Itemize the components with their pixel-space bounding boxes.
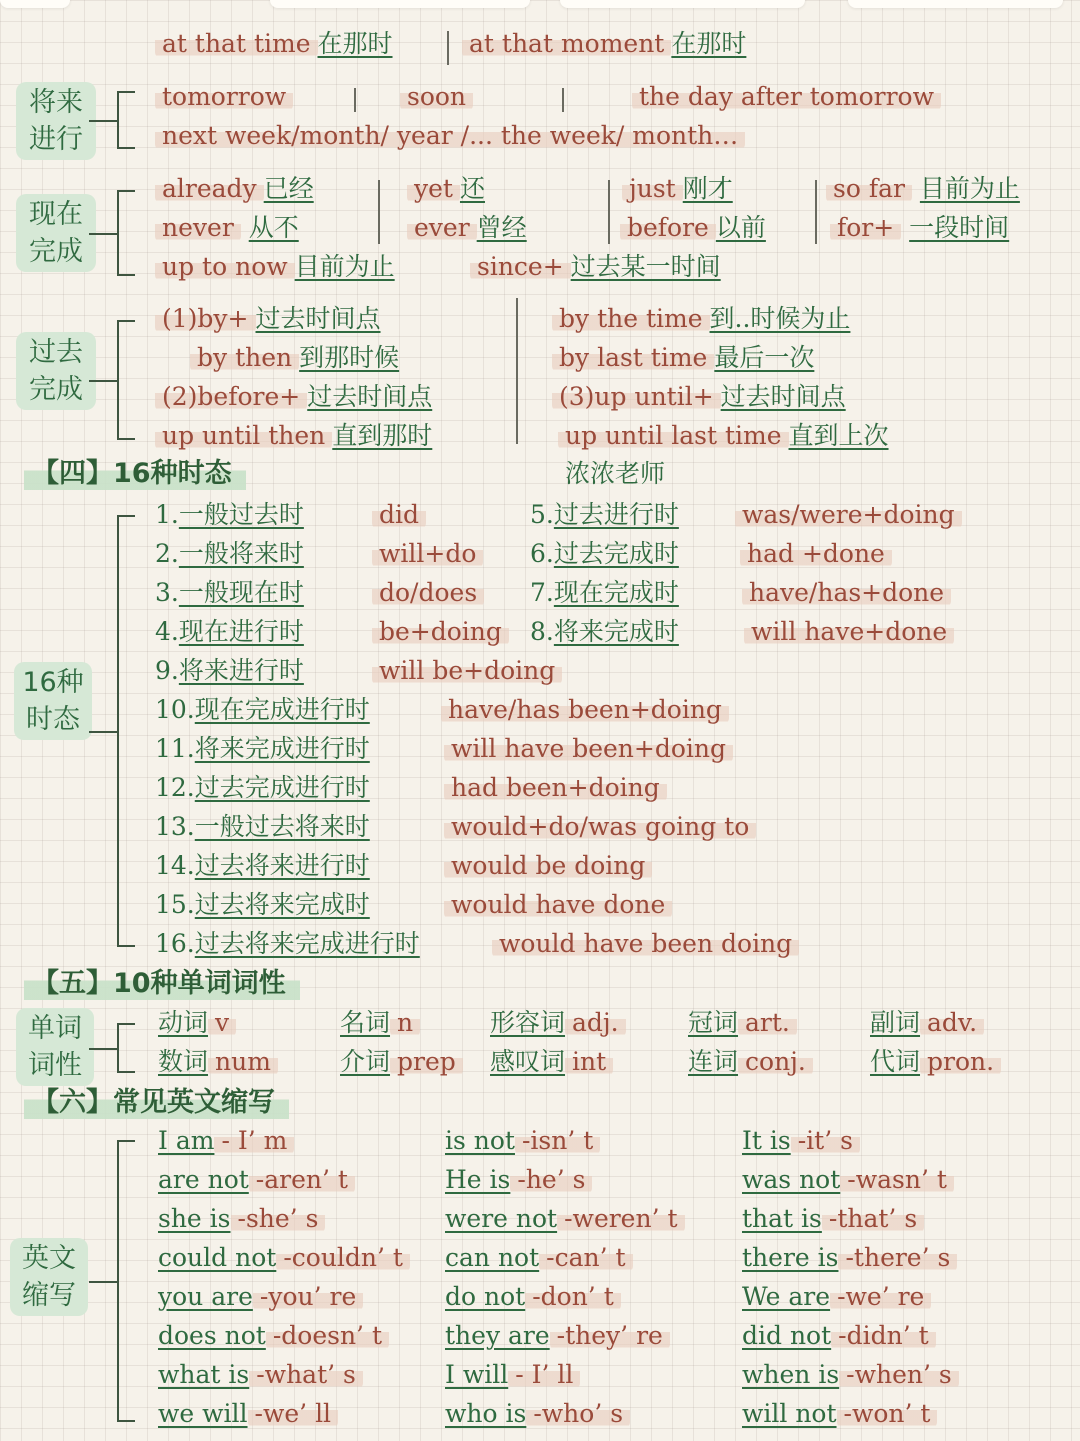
abbr-item: [445, 1358, 580, 1392]
tense-num: 11.: [155, 734, 195, 763]
tense-name-text: 现在完成时: [553, 578, 679, 607]
abbr-full: she is: [158, 1204, 231, 1233]
pos-item: [340, 1045, 463, 1079]
divider: [447, 31, 449, 65]
tense-form: [444, 849, 652, 883]
soon-text: soon: [400, 82, 473, 111]
tense-num: 2.: [155, 539, 179, 568]
abbr-short: -when’ s: [839, 1360, 959, 1389]
tense-num: 16.: [155, 929, 195, 958]
abbr-item: [158, 1163, 355, 1197]
top-card-mid-right: [560, 0, 805, 8]
tense-form-text: will have+done: [744, 617, 954, 646]
abbr-short: - I’ ll: [508, 1360, 580, 1389]
never-zh: 从不: [248, 213, 299, 242]
tense-num: 9.: [155, 656, 179, 685]
pos-item: [340, 1006, 420, 1040]
label-past-perfect: 过去 完成: [16, 332, 96, 410]
tense-form: [444, 732, 733, 766]
abbr-item: [158, 1319, 389, 1353]
abbr-item: [158, 1202, 325, 1236]
divider: [354, 88, 356, 112]
abbr-short: -don’ t: [525, 1282, 621, 1311]
abbr-short: -couldn’ t: [276, 1243, 410, 1272]
tense-form: [372, 498, 426, 532]
tense-num: 1.: [155, 500, 179, 529]
tense-form-text: would have done: [444, 890, 672, 919]
tense-form: [444, 810, 756, 844]
yet-zh: 还: [459, 174, 485, 203]
pos-en: num: [208, 1047, 278, 1076]
abbr-full: do not: [445, 1282, 526, 1311]
sofar-en: so far: [826, 174, 912, 203]
at-that-moment: at that moment: [462, 29, 671, 58]
abbr-full: is not: [445, 1126, 515, 1155]
tense-name-text: 过去将来完成时: [194, 890, 370, 919]
abbr-full: they are: [445, 1321, 550, 1350]
top-row-2: [462, 27, 746, 61]
abbr-item: [742, 1241, 957, 1275]
abbr-short: -can’ t: [539, 1243, 632, 1272]
upto-zh: 目前为止: [294, 252, 395, 281]
tense-num: 3.: [155, 578, 179, 607]
abbr-full: we will: [158, 1399, 248, 1428]
abbr-item: [742, 1358, 959, 1392]
pp-r4: [558, 419, 889, 453]
abbr-item: [742, 1124, 860, 1158]
pos-zh: 代词: [870, 1047, 921, 1076]
pp-r1-zh: 到..时候为止: [709, 304, 851, 333]
tense-name: [155, 498, 304, 532]
abbr-item: [445, 1202, 685, 1236]
tense-name: [155, 654, 304, 688]
abbr-item: [158, 1358, 363, 1392]
abbr-short: -what’ s: [249, 1360, 363, 1389]
pos-en: art.: [738, 1008, 797, 1037]
tense-form-text: will be+doing: [372, 656, 562, 685]
pp-r2: [552, 341, 814, 375]
tense-name-text: 过去进行时: [553, 500, 679, 529]
abbr-short: -he’ s: [510, 1165, 592, 1194]
ever-en: ever: [407, 213, 477, 242]
tense-name: [155, 849, 370, 883]
tense-form-text: will+do: [372, 539, 483, 568]
soon: [400, 80, 473, 114]
just: [622, 172, 733, 206]
tense-form-text: have/has been+doing: [441, 695, 729, 724]
abbr-short: -you’ re: [253, 1282, 363, 1311]
tense-name-text: 过去将来进行时: [194, 851, 370, 880]
abbr-short: -she’ s: [231, 1204, 326, 1233]
abbr-item: [445, 1241, 633, 1275]
pp-l1-zh: 过去时间点: [255, 304, 381, 333]
pp-r3-en: (3)up until+: [552, 382, 721, 411]
abbr-short: -doesn’ t: [266, 1321, 389, 1350]
before: [620, 211, 766, 245]
tense-num: 14.: [155, 851, 195, 880]
tense-num: 12.: [155, 773, 195, 802]
tense-form-text: would+do/was going to: [444, 812, 756, 841]
bracket-past-perfect: [117, 320, 135, 440]
day-after-text: the day after tomorrow: [632, 82, 941, 111]
bracket-abbr: [117, 1140, 135, 1422]
abbr-full: were not: [445, 1204, 558, 1233]
pos-zh: 感叹词: [490, 1047, 566, 1076]
day-after: [632, 80, 941, 114]
tense-num: 10.: [155, 695, 195, 724]
tense-name-text: 现在完成进行时: [194, 695, 370, 724]
label-present-perfect: 现在 完成: [16, 194, 96, 272]
since-en: since+: [470, 252, 571, 281]
up-to-now: [155, 250, 395, 284]
abbr-short: -that’ s: [822, 1204, 924, 1233]
pos-zh: 连词: [688, 1047, 739, 1076]
at-that-moment-zh: 在那时: [671, 29, 747, 58]
pos-zh: 形容词: [490, 1008, 566, 1037]
bracket-present-perfect: [117, 190, 135, 276]
for: [830, 211, 1009, 245]
never-en: never: [155, 213, 241, 242]
future-row1: [155, 80, 293, 114]
abbr-full: what is: [158, 1360, 250, 1389]
tense-form-text: would have been doing: [492, 929, 799, 958]
since: [470, 250, 721, 284]
tense-num: 4.: [155, 617, 179, 646]
for-zh: 一段时间: [909, 213, 1010, 242]
pos-en: prep: [390, 1047, 463, 1076]
never: [155, 211, 299, 245]
tense-name-text: 一般过去将来时: [194, 812, 370, 841]
pos-en: adj.: [565, 1008, 626, 1037]
section6-title: 【六】常见英文缩写: [24, 1085, 289, 1121]
pos-en: v: [208, 1008, 236, 1037]
tense-name: [155, 693, 370, 727]
ever: [407, 211, 527, 245]
tense-form: [742, 576, 951, 610]
abbr-full: there is: [742, 1243, 839, 1272]
bracket-future: [117, 91, 135, 149]
just-en: just: [622, 174, 683, 203]
tense-name: [155, 927, 420, 961]
abbr-item: [158, 1397, 338, 1431]
tense-name: [155, 771, 370, 805]
tense-form: [444, 771, 667, 805]
pp-r4-en: up until last time: [558, 421, 789, 450]
abbr-item: [445, 1319, 670, 1353]
abbr-full: I am: [158, 1126, 215, 1155]
abbr-full: We are: [742, 1282, 831, 1311]
tense-form-text: was/were+doing: [735, 500, 962, 529]
abbr-item: [742, 1163, 954, 1197]
tense-name-text: 一般现在时: [178, 578, 304, 607]
abbr-short: -aren’ t: [249, 1165, 355, 1194]
ever-zh: 曾经: [476, 213, 527, 242]
tense-num: 6.: [530, 539, 554, 568]
tense-name: [530, 498, 679, 532]
pp-r3-zh: 过去时间点: [720, 382, 846, 411]
pos-zh: 冠词: [688, 1008, 739, 1037]
pp-r2-zh: 最后一次: [714, 343, 815, 372]
pp-l4-zh: 直到那时: [332, 421, 433, 450]
top-card-mid-left: [270, 0, 530, 8]
tense-form-text: did: [372, 500, 426, 529]
tense-form-text: will have been+doing: [444, 734, 733, 763]
abbr-item: [445, 1397, 630, 1431]
label-16-tenses: 16种 时态: [14, 662, 92, 740]
tense-name-text: 现在进行时: [178, 617, 304, 646]
pos-zh: 动词: [158, 1008, 209, 1037]
top-card-right: [848, 0, 1063, 8]
abbr-short: -we’ ll: [248, 1399, 339, 1428]
abbr-short: -isn’ t: [515, 1126, 600, 1155]
pp-r2-en: by last time: [552, 343, 714, 372]
tense-form: [492, 927, 799, 961]
divider: [608, 180, 610, 244]
tense-form-text: had +done: [740, 539, 892, 568]
abbr-full: could not: [158, 1243, 277, 1272]
pos-zh: 副词: [870, 1008, 921, 1037]
sofar-zh: 目前为止: [919, 174, 1020, 203]
abbr-short: -they’ re: [550, 1321, 670, 1350]
label-pos: 单词 词性: [16, 1008, 94, 1086]
upto-en: up to now: [155, 252, 295, 281]
tense-num: 8.: [530, 617, 554, 646]
pp-l1: [155, 302, 381, 336]
abbr-full: I will: [445, 1360, 509, 1389]
divider: [815, 180, 817, 244]
tense-num: 7.: [530, 578, 554, 607]
tense-name-text: 过去将来完成进行时: [194, 929, 420, 958]
pos-zh: 名词: [340, 1008, 391, 1037]
since-zh: 过去某一时间: [570, 252, 721, 281]
abbr-short: -won’ t: [837, 1399, 938, 1428]
tense-name: [155, 732, 370, 766]
tense-name-text: 过去完成时: [553, 539, 679, 568]
tense-name-text: 将来完成进行时: [194, 734, 370, 763]
divider: [516, 298, 518, 444]
abbr-short: -weren’ t: [557, 1204, 684, 1233]
top-card-left: [0, 0, 70, 8]
pos-item: [870, 1045, 1001, 1079]
pp-l3: [155, 380, 432, 414]
abbr-short: -wasn’ t: [840, 1165, 954, 1194]
tense-form-text: would be doing: [444, 851, 652, 880]
label-future-continuous: 将来 进行: [16, 82, 96, 160]
abbr-full: He is: [445, 1165, 511, 1194]
abbr-item: [742, 1280, 931, 1314]
abbr-short: -there’ s: [838, 1243, 957, 1272]
tense-name-text: 将来完成时: [553, 617, 679, 646]
author: 浓浓老师: [565, 459, 666, 488]
bracket-pos: [117, 1023, 135, 1073]
pp-l3-zh: 过去时间点: [307, 382, 433, 411]
abbr-item: [742, 1202, 924, 1236]
tense-num: 5.: [530, 500, 554, 529]
abbr-full: will not: [742, 1399, 837, 1428]
abbr-short: -who’ s: [526, 1399, 630, 1428]
tomorrow: tomorrow: [155, 82, 293, 111]
pp-l1-en: (1)by+: [155, 304, 256, 333]
pp-l4-en: up until then: [155, 421, 332, 450]
tense-form-text: have/has+done: [742, 578, 951, 607]
label-abbr: 英文 缩写: [10, 1238, 88, 1316]
tense-name-text: 一般过去时: [178, 500, 304, 529]
pos-item: [870, 1006, 984, 1040]
tense-name: [155, 576, 304, 610]
tense-form: [372, 654, 562, 688]
abbr-item: [742, 1319, 936, 1353]
pp-r3: [552, 380, 846, 414]
pos-zh: 数词: [158, 1047, 209, 1076]
at-that-time-zh: 在那时: [317, 29, 393, 58]
before-en: before: [620, 213, 716, 242]
abbr-short: -we’ re: [830, 1282, 931, 1311]
abbr-full: did not: [742, 1321, 832, 1350]
tense-form-text: had been+doing: [444, 773, 667, 802]
tense-name: [155, 810, 370, 844]
already-en: already: [155, 174, 264, 203]
pp-l3-en: (2)before+: [155, 382, 307, 411]
abbr-full: It is: [742, 1126, 791, 1155]
abbr-item: [158, 1124, 294, 1158]
tense-name: [155, 537, 304, 571]
tense-form: [372, 615, 509, 649]
tense-form: [372, 576, 484, 610]
tense-name-text: 将来进行时: [178, 656, 304, 685]
tense-form: [372, 537, 483, 571]
divider: [562, 88, 564, 112]
abbr-item: [158, 1241, 410, 1275]
abbr-full: was not: [742, 1165, 841, 1194]
pos-item: [688, 1045, 813, 1079]
tense-form-text: do/does: [372, 578, 484, 607]
tense-form: [444, 888, 672, 922]
abbr-full: that is: [742, 1204, 822, 1233]
next-text: next week/month/ year /... the week/ month…: [155, 121, 745, 150]
pos-en: int: [565, 1047, 613, 1076]
already: [155, 172, 314, 206]
tense-form: [441, 693, 729, 727]
tense-name: [155, 888, 370, 922]
abbr-item: [445, 1124, 600, 1158]
pos-item: [490, 1045, 613, 1079]
pp-l4: [155, 419, 432, 453]
abbr-item: [742, 1397, 937, 1431]
pp-r1-en: by the time: [552, 304, 710, 333]
abbr-full: you are: [158, 1282, 253, 1311]
tense-name: [530, 615, 679, 649]
before-zh: 以前: [715, 213, 766, 242]
so-far: [826, 172, 1020, 206]
pos-en: pron.: [920, 1047, 1001, 1076]
top-row: [155, 27, 393, 61]
yet-en: yet: [407, 174, 460, 203]
pp-l2: [190, 341, 399, 375]
abbr-short: -didn’ t: [831, 1321, 936, 1350]
abbr-short: -it’ s: [791, 1126, 860, 1155]
pos-item: [688, 1006, 797, 1040]
bracket-tenses: [117, 515, 135, 947]
yet: [407, 172, 485, 206]
tense-name: [155, 615, 304, 649]
tense-name: [530, 576, 679, 610]
abbr-full: does not: [158, 1321, 266, 1350]
abbr-item: [445, 1280, 621, 1314]
abbr-full: who is: [445, 1399, 527, 1428]
tense-num: 15.: [155, 890, 195, 919]
pos-en: adv.: [920, 1008, 984, 1037]
abbr-short: - I’ m: [214, 1126, 294, 1155]
pp-r1: [552, 302, 850, 336]
abbr-item: [158, 1280, 363, 1314]
at-that-time: at that time: [155, 29, 318, 58]
tense-num: 13.: [155, 812, 195, 841]
abbr-full: are not: [158, 1165, 249, 1194]
abbr-full: can not: [445, 1243, 540, 1272]
pos-item: [158, 1045, 278, 1079]
section5-title: 【五】10种单词词性: [24, 966, 300, 1002]
tense-name-text: 一般将来时: [178, 539, 304, 568]
for-en: for+: [830, 213, 901, 242]
divider: [378, 180, 380, 244]
tense-name: [530, 537, 679, 571]
tense-form: [735, 498, 962, 532]
tense-form-text: be+doing: [372, 617, 509, 646]
pos-en: conj.: [738, 1047, 813, 1076]
pp-r4-zh: 直到上次: [788, 421, 889, 450]
pos-item: [158, 1006, 236, 1040]
tense-form: [744, 615, 954, 649]
tense-form: [740, 537, 892, 571]
already-zh: 已经: [263, 174, 314, 203]
pos-item: [490, 1006, 626, 1040]
tense-name-text: 过去完成进行时: [194, 773, 370, 802]
pp-l2-zh: 到那时候: [299, 343, 400, 372]
future-next: [155, 119, 745, 153]
pos-en: n: [390, 1008, 420, 1037]
pp-l2-en: by then: [190, 343, 299, 372]
abbr-item: [445, 1163, 592, 1197]
abbr-full: when is: [742, 1360, 840, 1389]
just-zh: 刚才: [682, 174, 733, 203]
section4-title: 【四】16种时态: [24, 456, 246, 492]
pos-zh: 介词: [340, 1047, 391, 1076]
